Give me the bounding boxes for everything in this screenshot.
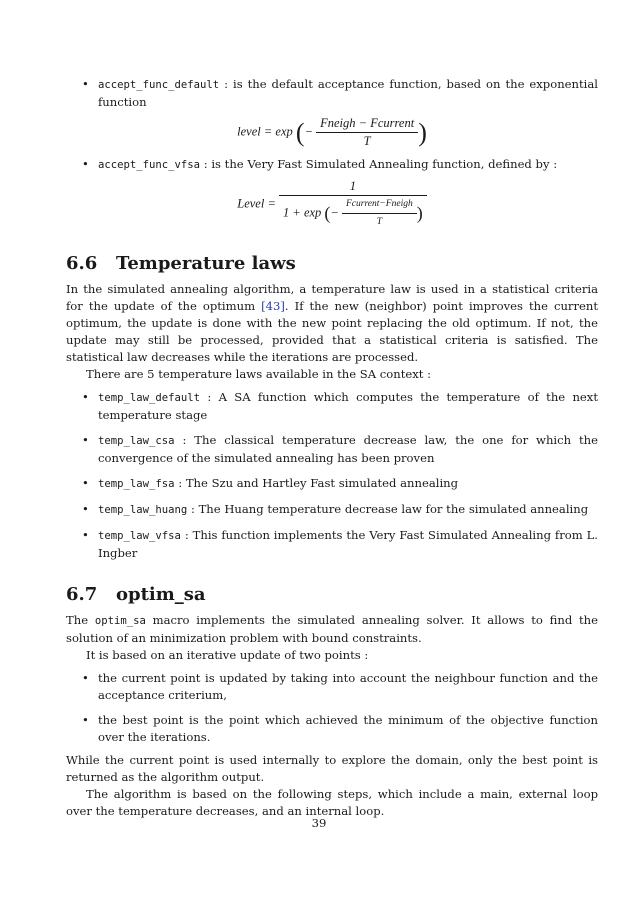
formula-fraction (279, 178, 427, 231)
paragraph: While the current point is used internally to explore the domain, only the best point is returned as the algorithm output. (66, 753, 598, 784)
formula-inner-denominator: T (376, 217, 382, 227)
function-name: temp_law_default (98, 392, 201, 404)
list-item-text: the current point is updated by taking into account the neighbour function and the acceptance criterium, (98, 671, 598, 702)
list-item (66, 670, 598, 704)
list-item (66, 712, 598, 746)
function-description: : is the Very Fast Simulated Annealing function, defined by : (200, 157, 558, 171)
section-title: Temperature laws (116, 253, 296, 274)
list-item (66, 527, 598, 562)
formula-denominator-prefix: 1 + exp (283, 205, 322, 220)
function-name: temp_law_vfsa (98, 530, 181, 542)
formula-level: level = exp (− $\frac{\text{Fneigh − Fcurrent}}{T}$ ) (237, 116, 427, 148)
bullet-icon: • (82, 476, 89, 490)
formula-numerator: 1 (279, 178, 427, 196)
formula-lhs: Level = (237, 196, 276, 211)
temperature-law-list (66, 389, 598, 562)
function-name: temp_law_fsa (98, 478, 175, 490)
formula-lhs: level = exp (237, 124, 293, 139)
formula-denominator: T (363, 134, 371, 148)
function-name: accept_func_default (98, 79, 220, 91)
paragraph-text: . If the new (neighbor) point improves the current optimum, the update is done with the new point replacing the old optimum. If not, the update may still be processed, provided that a statistical criteria is satisfied. The statistical law decreases while the iterations are processed. (66, 299, 598, 364)
list-item (66, 501, 598, 519)
bullet-icon: • (82, 671, 89, 685)
bullet-icon: • (82, 713, 89, 727)
citation-link[interactable]: [43] (261, 299, 285, 313)
paragraph (66, 281, 598, 366)
function-description: : is the default acceptance function, based on the exponential function (98, 77, 598, 109)
bullet-icon: • (82, 433, 89, 447)
list-item (66, 76, 598, 111)
section-title: optim_sa (116, 584, 206, 605)
paragraph: The algorithm is based on the following steps, which include a main, external loop over the temperature decreases, and an internal loop. (66, 787, 598, 818)
page-number: 39 (311, 816, 327, 830)
bullet-icon: • (82, 390, 89, 404)
page-content (66, 76, 598, 820)
list-item-text: the best point is the point which achieved the minimum of the objective function over the iterations. (98, 713, 598, 744)
formula-inner-fraction (342, 196, 417, 231)
bullet-icon: • (82, 502, 89, 516)
formula-minus: − (304, 124, 313, 139)
list-item (66, 156, 598, 174)
paragraph-text: The (66, 613, 95, 627)
formula-level-vfsa (66, 178, 598, 231)
function-name: temp_law_csa (98, 435, 175, 447)
function-description: : A SA function which computes the temperature of the next temperature stage (98, 390, 598, 422)
function-description: : This function implements the Very Fast Simulated Annealing from L. Ingber (98, 528, 598, 560)
macro-name: optim_sa (94, 615, 146, 627)
paragraph-text: In the simulated annealing algorithm, a temperature law is used in a statistical criteria for the update of the optimum (66, 282, 598, 313)
acceptance-function-list (66, 76, 598, 111)
section-number: 6.6 (66, 253, 98, 274)
points-list (66, 670, 598, 746)
paragraph (66, 612, 598, 647)
bullet-icon: • (82, 77, 89, 91)
function-description: : The classical temperature decrease law, the one for which the convergence of the simulated annealing has been proven (98, 433, 598, 465)
formula-numerator: Fneigh − Fcurrent (316, 115, 418, 133)
bullet-icon: • (82, 157, 89, 171)
paragraph-text: macro implements the simulated annealing solver. It allows to find the solution of an minimization problem with bound constraints. (66, 613, 599, 645)
function-description: : The Szu and Hartley Fast simulated annealing (174, 476, 459, 490)
formula-inner-numerator: Fcurrent−Fneigh (342, 196, 417, 214)
formula-minus: − (330, 205, 339, 220)
function-name: temp_law_huang (98, 504, 188, 516)
list-item (66, 432, 598, 467)
function-name: accept_func_vfsa (98, 159, 201, 171)
section-number: 6.7 (66, 584, 98, 605)
bullet-icon: • (82, 528, 89, 542)
function-description: : The Huang temperature decrease law for the simulated annealing (187, 502, 589, 516)
paragraph: There are 5 temperature laws available in the SA context : (86, 367, 432, 381)
formula-denominator: 1 + exp (− $\frac{\text{Fcurrent−Fneigh}}{T}$ ) (279, 196, 427, 231)
acceptance-function-list-2 (66, 156, 598, 174)
formula-fraction (316, 115, 418, 150)
list-item (66, 389, 598, 424)
paragraph: It is based on an iterative update of two points : (86, 648, 369, 662)
section-heading-6-7 (66, 584, 598, 606)
list-item (66, 475, 598, 493)
section-heading-6-6 (66, 253, 598, 275)
